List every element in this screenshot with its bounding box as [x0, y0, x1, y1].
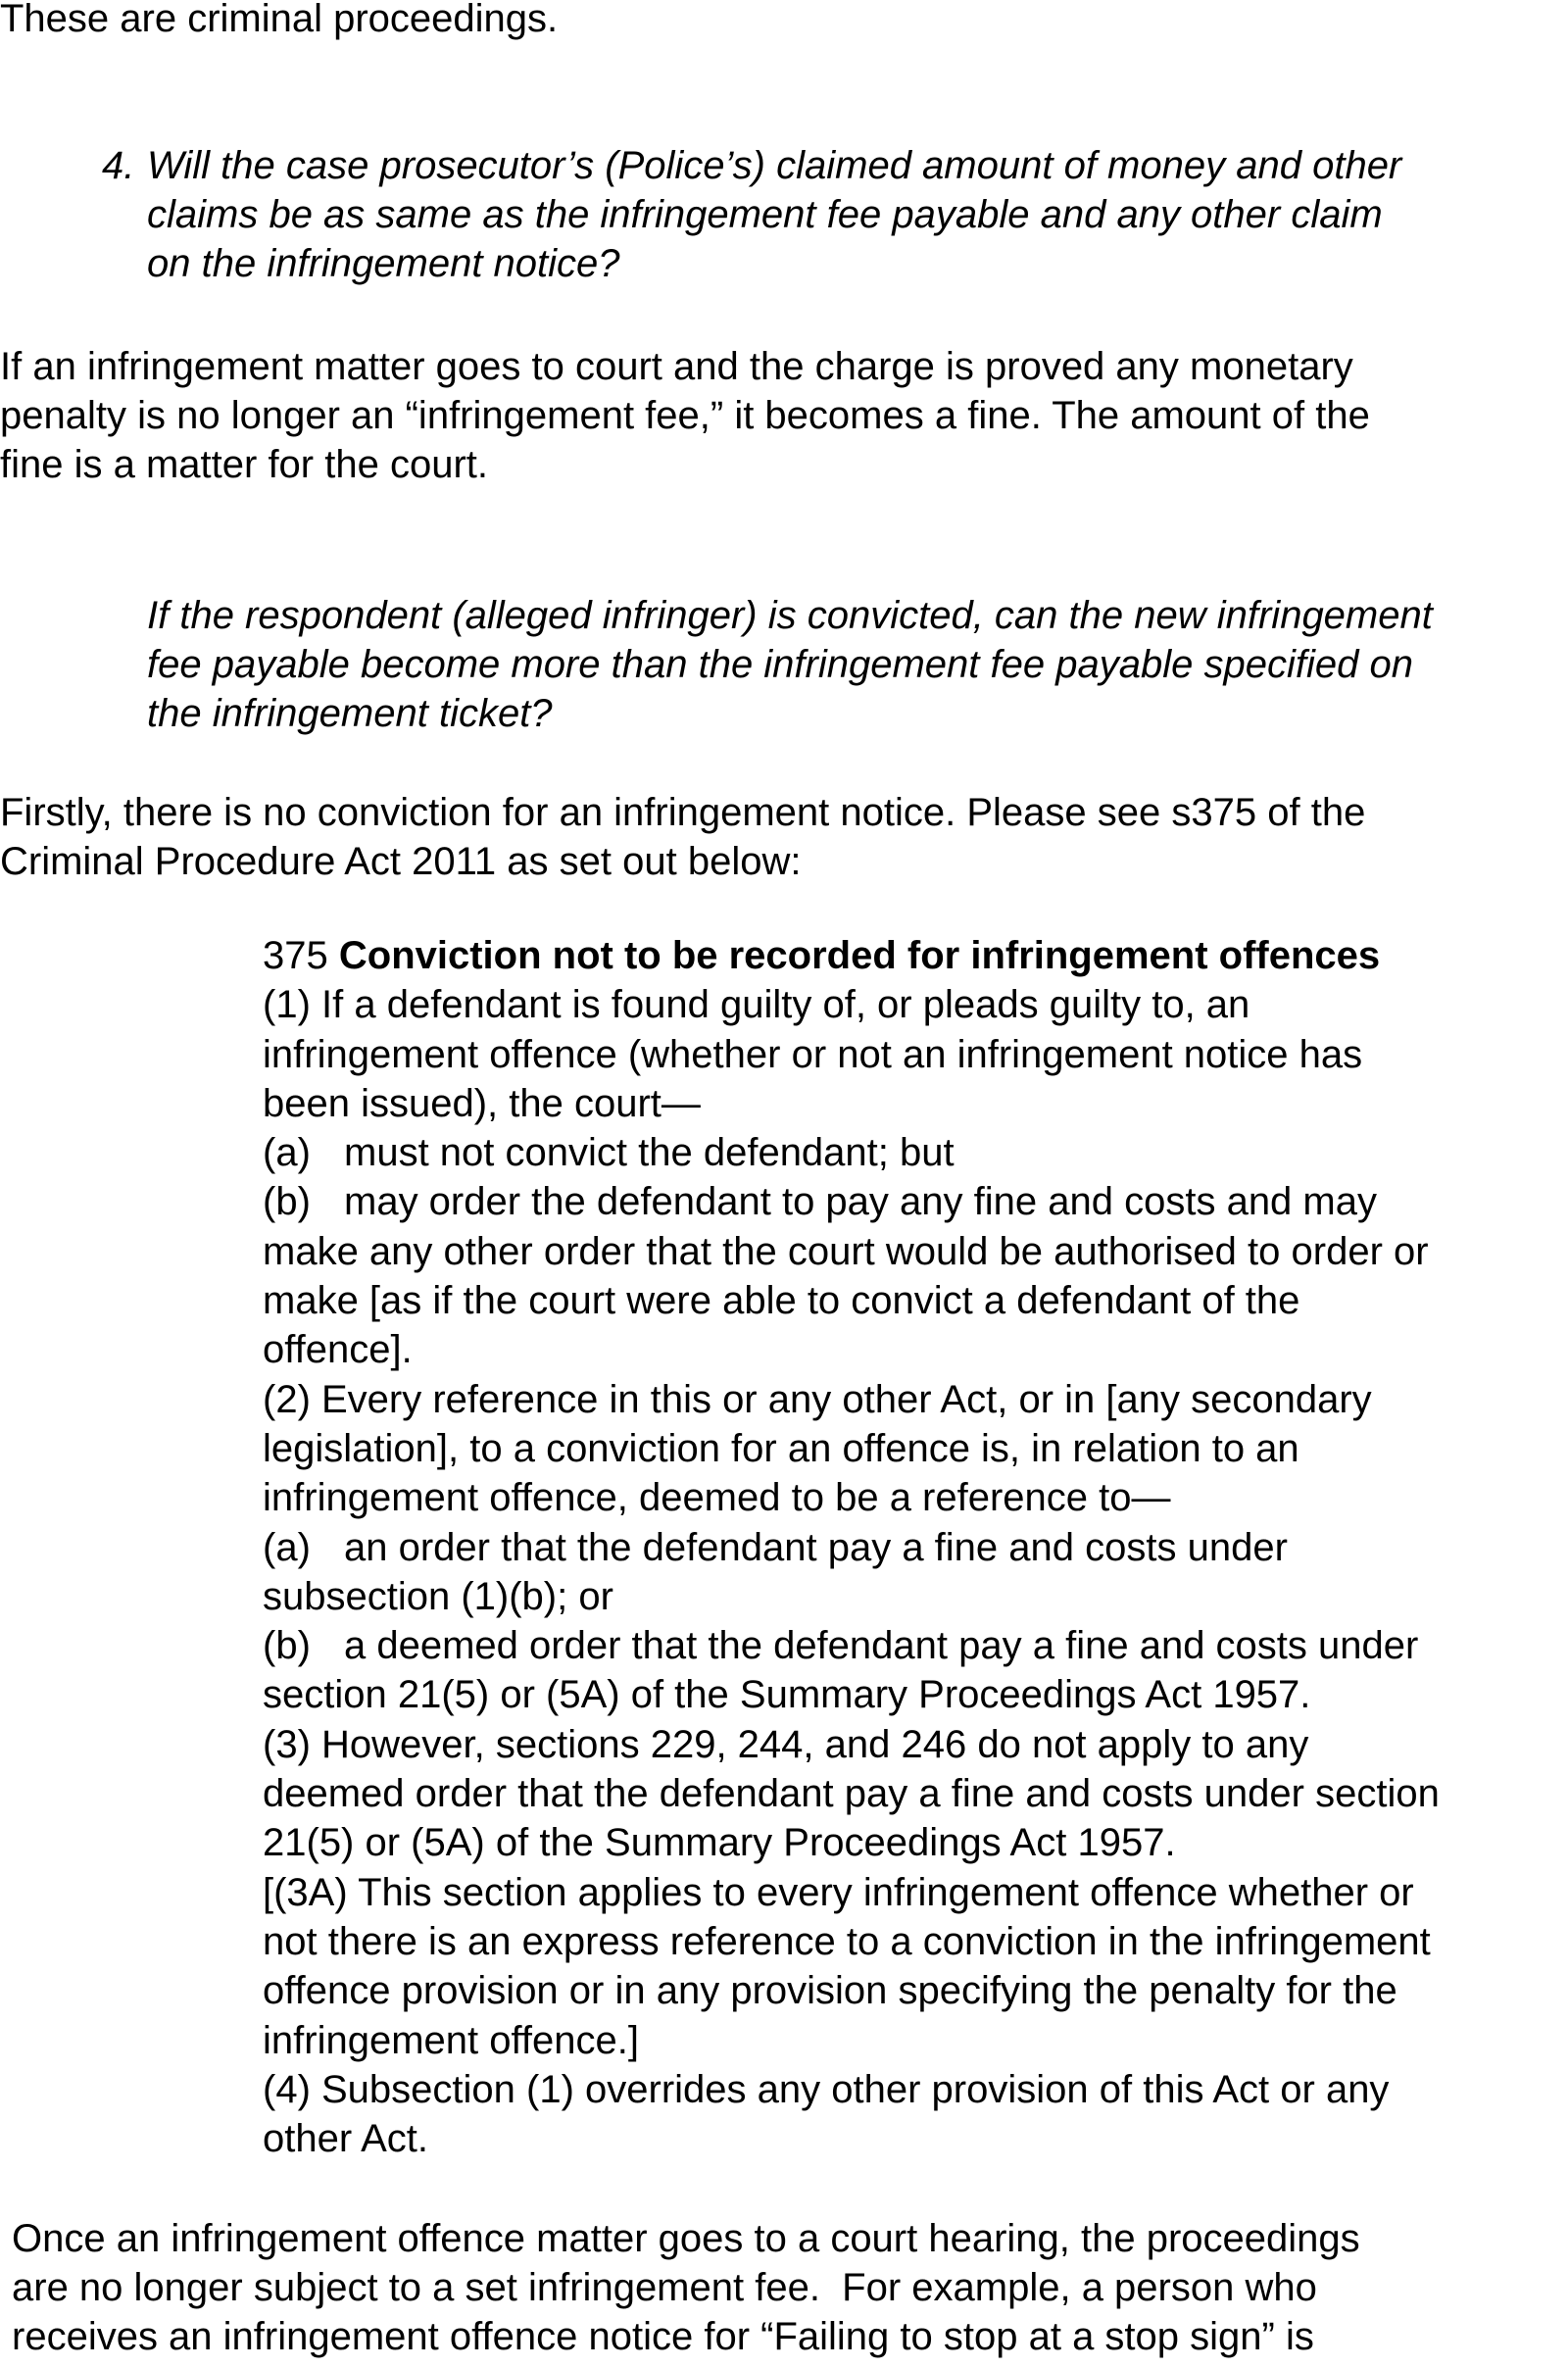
question-5 — [147, 591, 1433, 738]
question-4-line-2: claims be as same as the infringement fee payable and any other claim — [147, 193, 1383, 236]
subsection-1-item-b: (b) may order the defendant to pay any fine and costs and may — [263, 1180, 1377, 1224]
subsection-4-line-2: other Act. — [263, 2117, 428, 2161]
subsection-1-item-a: (a) must not convict the defendant; but — [263, 1131, 955, 1175]
section-number: 375 — [263, 934, 328, 977]
subsection-3A-line-2: not there is an express reference to a conviction in the infringement — [263, 1919, 1431, 1963]
section-title: Conviction not to be recorded for infringement offences — [338, 934, 1381, 977]
subsection-1-item-b-cont-1: make any other order that the court would be authorised to order or — [263, 1229, 1429, 1273]
answer-5-line-1: Firstly, there is no conviction for an infringement notice. Please see s375 of the — [0, 791, 1366, 834]
answer-4-line-2: penalty is no longer an “infringement fee,” it becomes a fine. The amount of the — [0, 394, 1370, 437]
subsection-3-line-3: 21(5) or (5A) of the Summary Proceedings Act 1957. — [263, 1821, 1176, 1865]
answer-5-line-2: Criminal Procedure Act 2011 as set out below: — [0, 840, 802, 883]
closing-line-2: are no longer subject to a set infringement fee. For example, a person who — [12, 2266, 1317, 2309]
intro-paragraph — [0, 0, 558, 43]
section-heading — [263, 931, 1440, 980]
subsection-2-item-b-cont: section 21(5) or (5A) of the Summary Proceedings Act 1957. — [263, 1673, 1311, 1717]
subsection-1-line-3: been issued), the court— — [263, 1081, 701, 1125]
section-375-quote — [263, 931, 1440, 2163]
answer-4 — [0, 342, 1370, 489]
closing-paragraph — [12, 2214, 1360, 2361]
question-4-line-3: on the infringement notice? — [147, 242, 620, 285]
question-4-line-1: 4. Will the case prosecutor’s (Police’s) claimed amount of money and other — [102, 141, 1401, 190]
answer-4-line-3: fine is a matter for the court. — [0, 443, 488, 486]
subsection-2-item-a: (a) an order that the defendant pay a fine and costs under — [263, 1525, 1288, 1569]
question-5-line-3: the infringement ticket? — [147, 692, 553, 735]
answer-5 — [0, 788, 1365, 886]
subsection-2-line-3: infringement offence, deemed to be a reference to— — [263, 1476, 1171, 1520]
subsection-1-line-2: infringement offence (whether or not an infringement notice has — [263, 1032, 1363, 1076]
subsection-3A-line-4: infringement offence.] — [263, 2018, 639, 2062]
subsection-3-line-1: (3) However, sections 229, 244, and 246 do not apply to any — [263, 1722, 1309, 1766]
subsection-2-item-b: (b) a deemed order that the defendant pay a fine and costs under — [263, 1624, 1419, 1668]
subsection-1-line-1: (1) If a defendant is found guilty of, or pleads guilty to, an — [263, 983, 1250, 1027]
subsection-2-item-a-cont: subsection (1)(b); or — [263, 1574, 613, 1618]
subsection-3A-line-1: [(3A) This section applies to every infringement offence whether or — [263, 1870, 1414, 1914]
question-4 — [102, 141, 1401, 288]
subsection-1-item-b-cont-2: make [as if the court were able to convict a defendant of the — [263, 1279, 1300, 1323]
question-5-line-1: If the respondent (alleged infringer) is convicted, can the new infringement — [147, 594, 1433, 637]
subsection-4-line-1: (4) Subsection (1) overrides any other provision of this Act or any — [263, 2067, 1390, 2111]
closing-line-1: Once an infringement offence matter goes to a court hearing, the proceedings — [12, 2217, 1360, 2260]
subsection-1-item-b-cont-3: offence]. — [263, 1328, 413, 1372]
answer-4-line-1: If an infringement matter goes to court and the charge is proved any monetary — [0, 345, 1353, 388]
question-number: 4. — [102, 144, 135, 187]
intro-line: These are criminal proceedings. — [0, 0, 559, 40]
question-5-line-2: fee payable become more than the infringement fee payable specified on — [147, 643, 1413, 686]
subsection-2-line-2: legislation], to a conviction for an offence is, in relation to an — [263, 1426, 1299, 1470]
subsection-3-line-2: deemed order that the defendant pay a fine and costs under section — [263, 1772, 1440, 1816]
closing-line-3: receives an infringement offence notice for “Failing to stop at a stop sign” is — [12, 2315, 1314, 2358]
subsection-2-line-1: (2) Every reference in this or any other Act, or in [any secondary — [263, 1377, 1372, 1421]
subsection-3A-line-3: offence provision or in any provision specifying the penalty for the — [263, 1969, 1397, 2013]
